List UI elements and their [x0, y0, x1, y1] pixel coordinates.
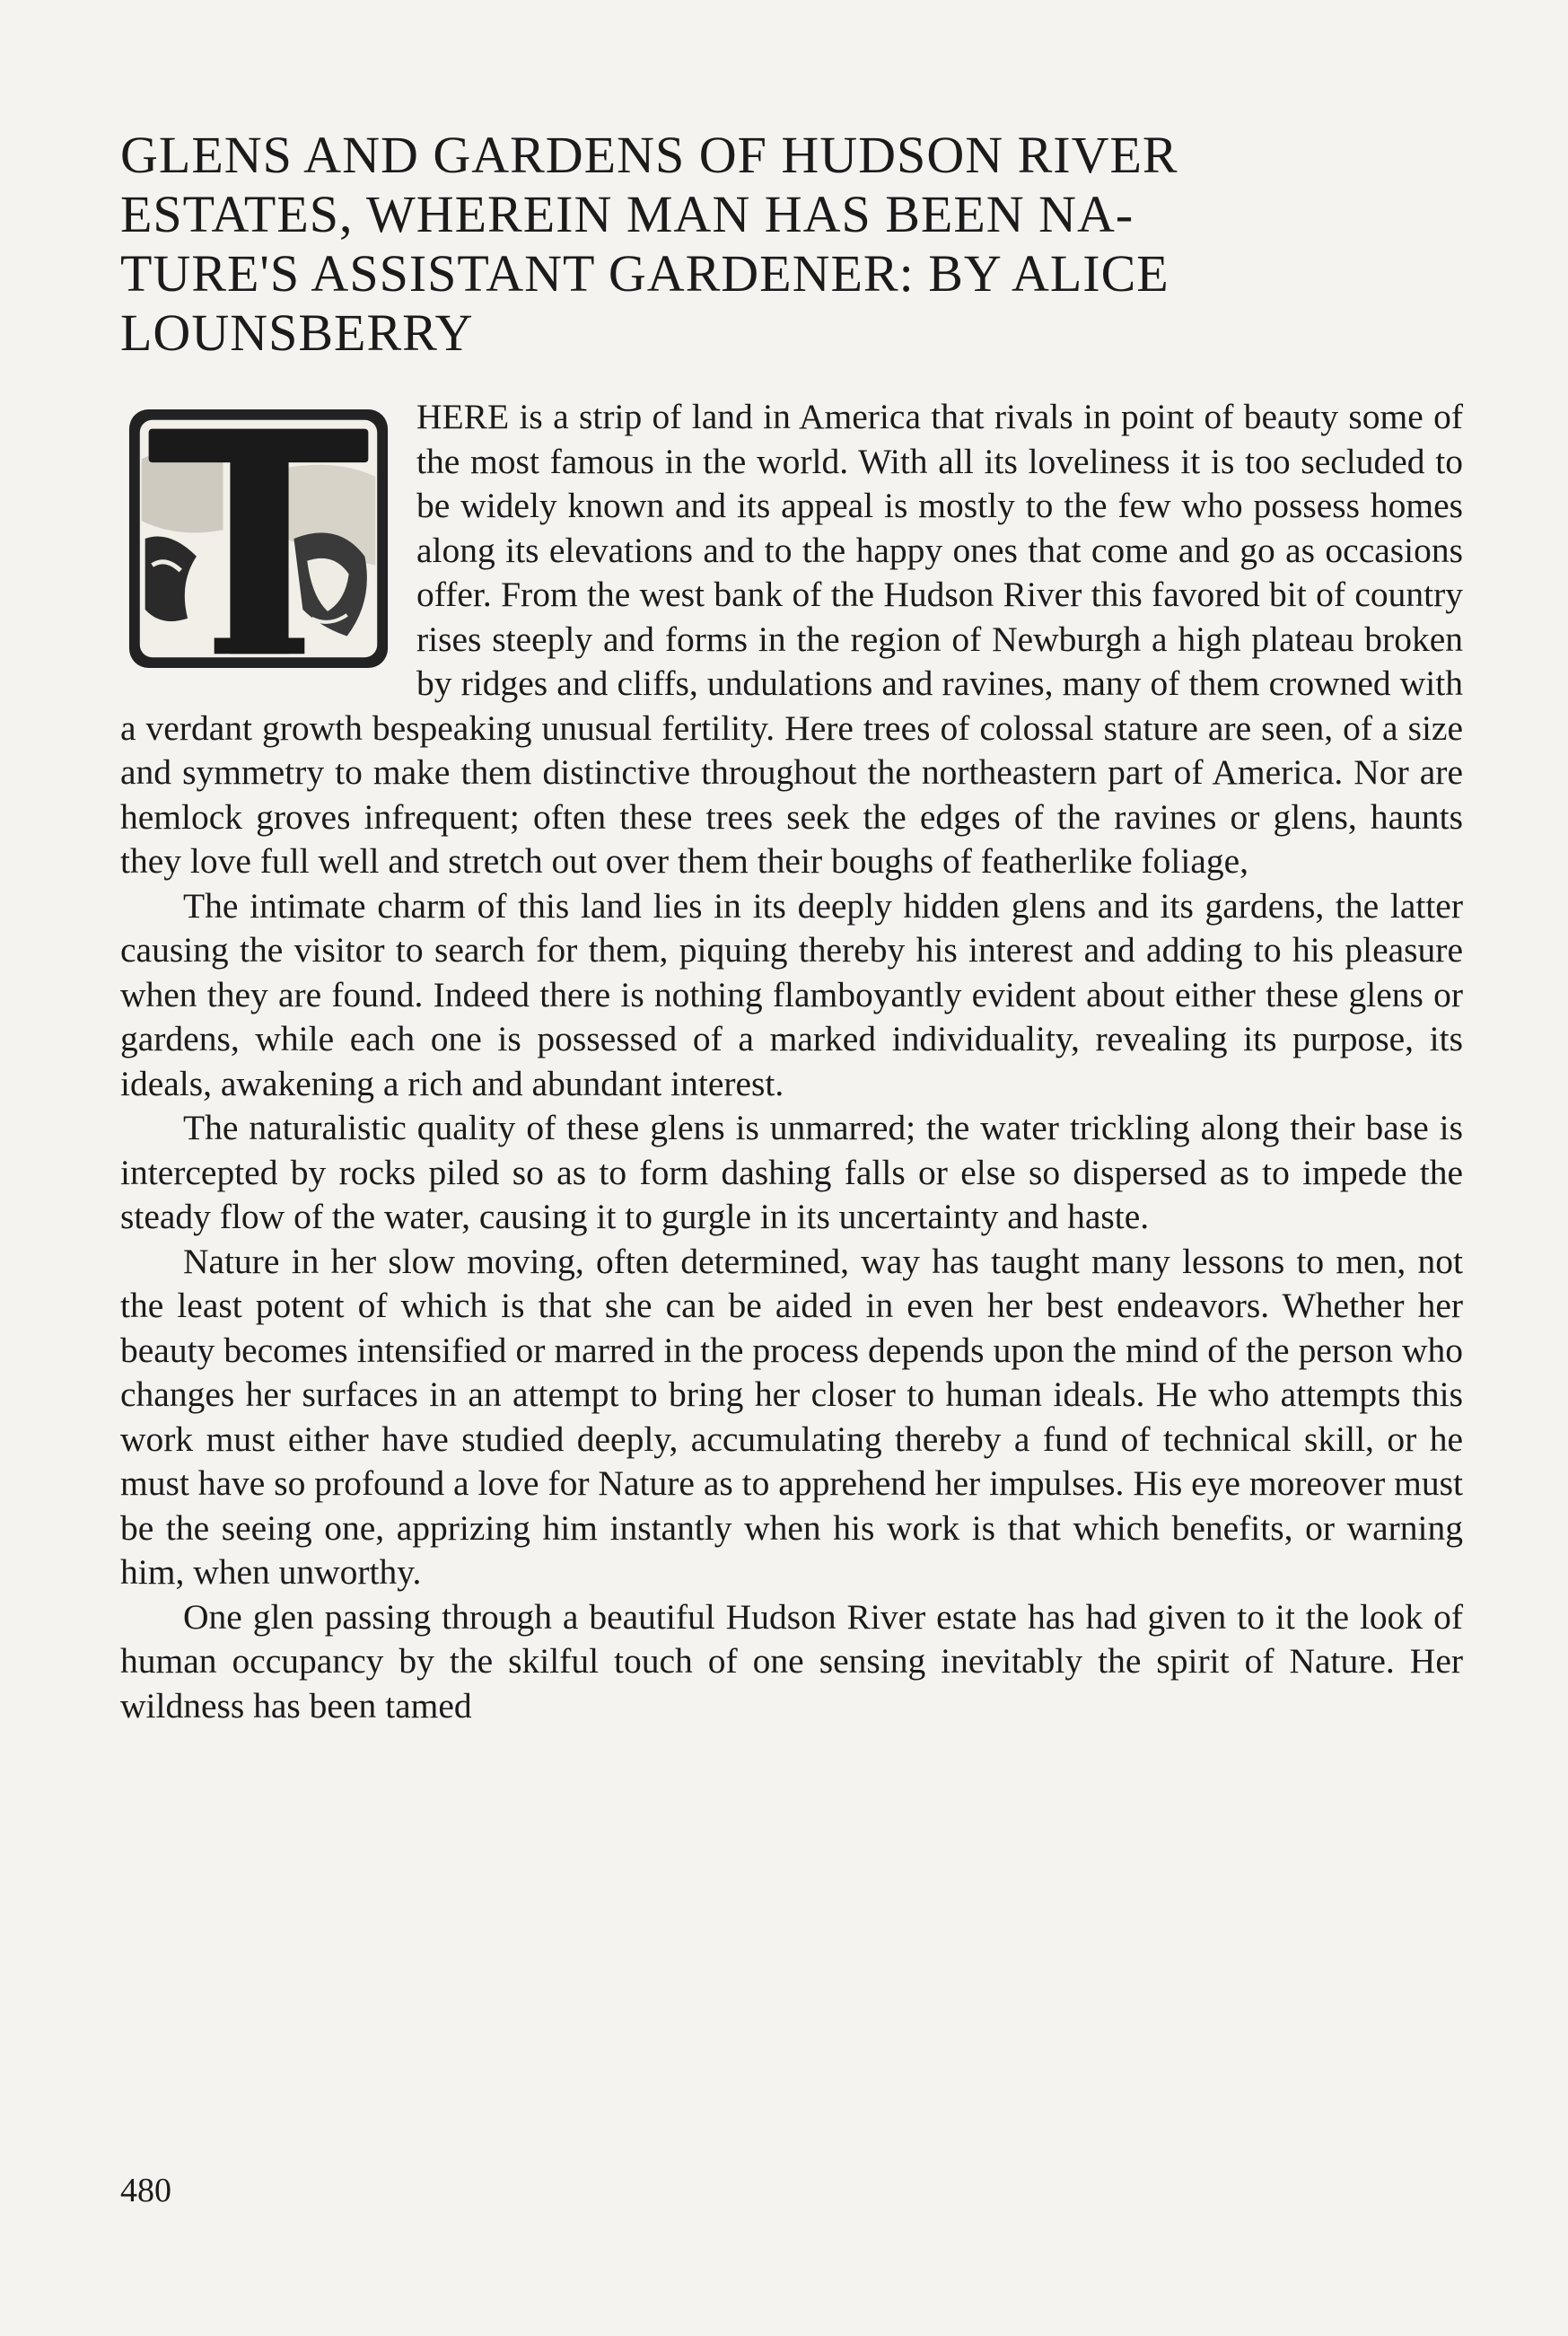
paragraph: Nature in her slow moving, often determined, way has taught many lessons to men, not the least potent of which is that she can be aided in even her best endeavors. Whether her beauty becomes intensified or marred in the process depends upon the mind of the person who changes her surfaces in an attempt to bring her closer to human ideals. He who attempts this work must either have studied deeply, accumulating thereby a fund of technical skill, or he must have so profound a love for Nature as to apprehend her impulses. His eye moreover must be the seeing one, apprizing him instantly when his work is that which benefits, or warning him, when unworthy. [120, 1241, 1463, 1592]
paragraph: One glen passing through a beautiful Hudson River estate has had given to it the look of human occupancy by the skilful touch of one sensing inevitably the spirit of Nature. Her wildness has been tamed [120, 1596, 1463, 1726]
paragraph: The naturalistic quality of these glens is unmarred; the water trickling along their base is intercepted by rocks piled so as to form dashing falls or else so dispersed as to impede the steady flow of the water, causing it to gurgle in its uncertainty and haste. [120, 1108, 1463, 1236]
page-number: 480 [120, 2172, 171, 2209]
title-line: TURE'S ASSISTANT GARDENER: BY ALICE [120, 244, 1169, 303]
title-line: ESTATES, WHEREIN MAN HAS BEEN NA- [120, 185, 1134, 243]
title-line: GLENS AND GARDENS OF HUDSON RIVER [120, 126, 1178, 184]
article-title [120, 126, 1467, 363]
paragraph: The intimate charm of this land lies in its deeply hidden glens and its gardens, the latter causing the visitor to search for them, piquing thereby his interest and adding to his pleasure when they are found. Indeed there is nothing flamboyantly evident about either these glens or gardens, while each one is possessed of a marked individuality, revealing its purpose, its ideals, awakening a rich and abundant interest. [120, 885, 1463, 1103]
title-line: LOUNSBERRY [120, 303, 474, 362]
article-body [120, 395, 1463, 1728]
paragraph: HERE is a strip of land in America that rivals in point of beauty some of the most famous in the world. With all its loveliness it is too secluded to be widely known and its appeal is mostly to the few who possess homes along its elevations and to the happy ones that come and go as occasions offer. From the west bank of the Hudson River this favored bit of country rises steeply and forms in the region of Newburgh a high plateau broken by ridges and cliffs, undulations and ravines, many of them crowned with a verdant growth bespeaking unusual fertility. Here trees of colossal stature are seen, of a size and symmetry to make them distinctive throughout the northeastern part of America. Nor are hemlock groves infrequent; often these trees seek the edges of the ravines or glens, haunts they love full well and stretch out over them their boughs of featherlike foliage, [120, 397, 1463, 881]
dropcap-t-illustration-icon [126, 406, 391, 672]
